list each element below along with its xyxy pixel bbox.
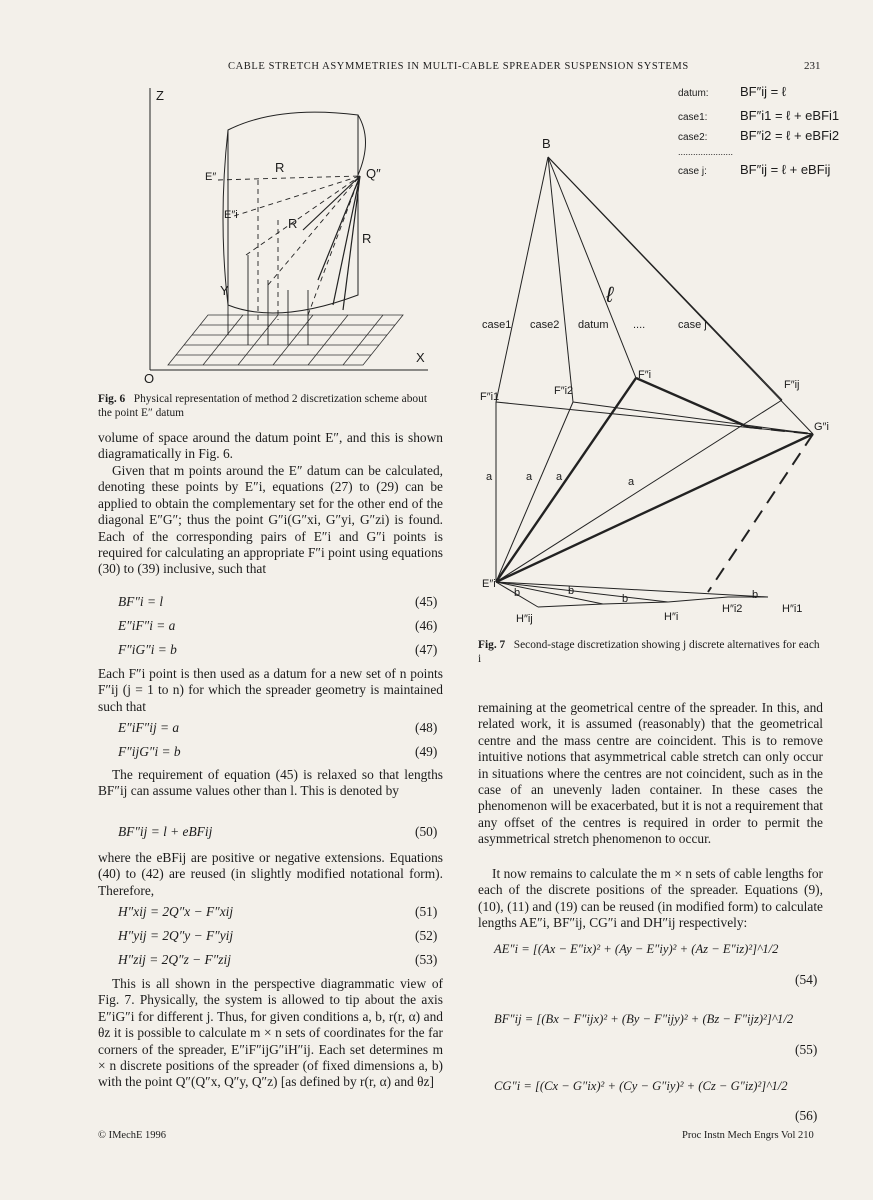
left-paragraph-4: The requirement of equation (45) is relaxed so that lengths BF″ij can assume values other than l. This is denoted by <box>98 767 443 799</box>
fig7-b-4: b <box>752 589 759 601</box>
fig6-caption-label: Fig. 6 <box>98 393 126 405</box>
right-p1-wrap <box>478 700 823 848</box>
eq-51-num: (51) <box>415 904 438 919</box>
fig7-b-2: b <box>568 585 575 597</box>
eq-51: H″xij = 2Q″x − F″xij <box>118 904 234 919</box>
fig7-h-i: H″i <box>664 611 679 623</box>
eq-47: F″iG″i = b <box>118 642 177 657</box>
fig7-caption-label: Fig. 7 <box>478 639 506 651</box>
left-p5-wrap <box>98 850 443 899</box>
eq-55: BF″ij = [(Bx − F″ijx)² + (By − F″ijy)² + (Bz − F″ijz)²]^1/2 <box>494 1012 794 1026</box>
fig7-case-labels <box>482 319 707 331</box>
fig7-a-1: a <box>486 471 493 483</box>
right-paragraph-2: It now remains to calculate the m × n sets of cable lengths for each of the discrete positions of the spreader. Equations (9), (10), (11) and (19) can be reused (in modified form) to calculate lengths AE″i, BF″ij, CG″i and DH″ij respectively: <box>478 866 823 931</box>
legend-formula-3: BF″ij = ℓ + eBFij <box>740 162 831 177</box>
figure-6 <box>128 80 448 390</box>
legend-dots: ...................... <box>678 147 734 157</box>
eq-45: BF″i = l <box>118 594 164 609</box>
legend-name-2: case2: <box>678 132 708 143</box>
right-paragraph-1: remaining at the geometrical centre of the spreader. In this, and related work, it is assumed (reasonably) that the geometrical centre and the mass centre are coincident. This is to remove intuitive notions that asymmetrical cable stretch can only occur in situations where the centres are not coincident, such as in the case of an unevenly laden container. In these cases the phenomenon will be exacerbated, but it is not a requirement that any offset of the centres is required in order to permit the asymmetrical stretch phenomenon to occur. <box>478 700 823 847</box>
fig6-origin: O <box>144 371 155 386</box>
eq-56: CG″i = [(Cx − G″ix)² + (Cy − G″iy)² + (Cz − G″iz)²]^1/2 <box>494 1079 788 1093</box>
fig7-b-3: b <box>622 593 629 605</box>
fig6-axis-z: Z <box>156 88 164 103</box>
legend-name-3: case j: <box>678 166 707 177</box>
fig6-radials <box>218 176 360 320</box>
fig7-ell: ℓ <box>606 282 614 307</box>
legend-formula-2: BF″i2 = ℓ + eBFi2 <box>740 128 840 143</box>
legend-formula-0: BF″ij = ℓ <box>740 84 787 99</box>
fig7-case-0: case1 <box>482 319 512 331</box>
fig6-grid <box>168 315 403 365</box>
fig7-dashed <box>708 427 813 592</box>
fig7-case-4: case j <box>678 319 707 331</box>
eq-55-num: (55) <box>795 1042 818 1057</box>
fig7-f-i1: F″i1 <box>480 391 500 403</box>
left-p2-wrap <box>98 463 443 578</box>
left-paragraph-5: where the eBFij are positive or negative extensions. Equations (40) to (42) are reused (in slightly modified notational form). Therefore, <box>98 850 443 898</box>
eq-49: F″ijG″i = b <box>118 744 181 759</box>
eq-54: AE″i = [(Ax − E″ix)² + (Ay − E″iy)² + (Az − E″iz)²]^1/2 <box>494 942 779 956</box>
eq-53: H″zij = 2Q″z − F″zij <box>118 952 231 967</box>
fig7-f-ij: F″ij <box>784 379 800 391</box>
fig7-f-i: F″i <box>638 369 652 381</box>
figure-7 <box>478 82 840 627</box>
fig7-h-ij: H″ij <box>516 613 533 625</box>
eq-46: E″iF″i = a <box>118 618 176 633</box>
eq-50-num: (50) <box>415 824 438 839</box>
legend-name-1: case1: <box>678 112 708 123</box>
fig6-label-r2: R <box>288 216 298 231</box>
left-paragraph-1: volume of space around the datum point E″, and this is shown diagramatically in Fig. 6. <box>98 430 443 462</box>
fig7-h-i2: H″i2 <box>722 603 743 615</box>
eq-52-num: (52) <box>415 928 438 943</box>
fig7-spreaders <box>496 378 813 607</box>
running-title: CABLE STRETCH ASYMMETRIES IN MULTI-CABLE SPREADER SUSPENSION SYSTEMS <box>228 61 689 72</box>
left-p6-wrap <box>98 976 443 1091</box>
fig6-label-ei: E″i <box>224 209 238 221</box>
fig6-label-q: Q″ <box>366 166 381 181</box>
eq-48: E″iF″ij = a <box>118 720 180 735</box>
eq-52: H″yij = 2Q″y − F″yij <box>118 928 234 943</box>
fig7-h-i1: H″i1 <box>782 603 803 615</box>
eq-50: BF″ij = l + eBFij <box>118 824 213 839</box>
footer-journal: Proc Instn Mech Engrs Vol 210 <box>682 1130 814 1141</box>
fig6-axis-y: Y <box>220 283 229 298</box>
fig6-caption <box>98 392 443 420</box>
right-p2-wrap <box>478 866 823 932</box>
fig7-a-3: a <box>556 471 563 483</box>
eq-45-num: (45) <box>415 594 438 609</box>
footer-copyright: © IMechE 1996 <box>98 1130 167 1141</box>
eq-48-num: (48) <box>415 720 438 735</box>
fig6-label-e: E″ <box>205 171 217 183</box>
eq-46-num: (46) <box>415 618 438 633</box>
eq-56-num: (56) <box>795 1108 818 1123</box>
fig7-legend <box>678 84 839 177</box>
eq-53-num: (53) <box>415 952 438 967</box>
left-paragraph-2: Given that m points around the E″ datum can be calculated, denoting these points by E″i, equations (27) to (29) can be applied to obtain the complementary set for the other end of the diagonal E″G″; thus the point G″i(G″xi, G″yi, G″zi) is found. Each of the corresponding pairs of E″i and G″i points is required for calculating an appropriate F″i point using equations (30) to (39) inclusive, such that <box>98 463 443 577</box>
fig6-caption-text: Physical representation of method 2 discretization scheme about the point E″ datum <box>98 393 427 419</box>
fig6-label-r3: R <box>362 231 372 246</box>
fig7-b-1: b <box>514 587 521 599</box>
left-paragraph-6: This is all shown in the perspective diagrammatic view of Fig. 7. Physically, the system is allowed to tip about the axis E″iG″i for different j. Thus, for given conditions a, b, r(r, α) and θz it is possible to calculate m × n sets of coordinates for the far corners of the spreader, E″iF″ijG″iH″ij. Each set determines m × n discrete positions of the spreader (of fixed dimensions a, b) with the point Q″(Q″x, Q″y, Q″z) [as defined by r(r, α) and θz] <box>98 976 443 1090</box>
fig7-case-3: .... <box>633 319 646 331</box>
fig6-label-r: R <box>275 160 285 175</box>
legend-name-0: datum: <box>678 88 709 99</box>
eq-47-num: (47) <box>415 642 438 657</box>
left-p4-wrap <box>98 767 443 800</box>
left-p1 <box>98 430 443 463</box>
fig7-a-2: a <box>526 471 533 483</box>
fig6-verticals <box>228 220 308 345</box>
fig7-point-b: B <box>542 136 551 151</box>
eq-54-num: (54) <box>795 972 818 987</box>
fig7-e-i: E″i <box>482 578 496 590</box>
fig7-g-i: G″i <box>814 421 829 433</box>
fig7-case-1: case2 <box>530 319 560 331</box>
fig7-f-i2: F″i2 <box>554 385 574 397</box>
left-paragraph-3: Each F″i point is then used as a datum for a new set of n points F″ij (j = 1 to n) for which the spreader geometry is maintained such that <box>98 666 443 714</box>
fig6-axis-x: X <box>416 350 425 365</box>
fig7-a-4: a <box>628 476 635 488</box>
fig7-case-2: datum <box>578 319 609 331</box>
left-p3-wrap <box>98 666 443 715</box>
fig7-cables <box>496 157 813 434</box>
legend-formula-1: BF″i1 = ℓ + eBFi1 <box>740 108 840 123</box>
eq-49-num: (49) <box>415 744 438 759</box>
page-number: 231 <box>804 60 821 72</box>
fig7-caption <box>478 638 823 666</box>
fig7-caption-text: Second-stage discretization showing j discrete alternatives for each i <box>478 639 820 665</box>
